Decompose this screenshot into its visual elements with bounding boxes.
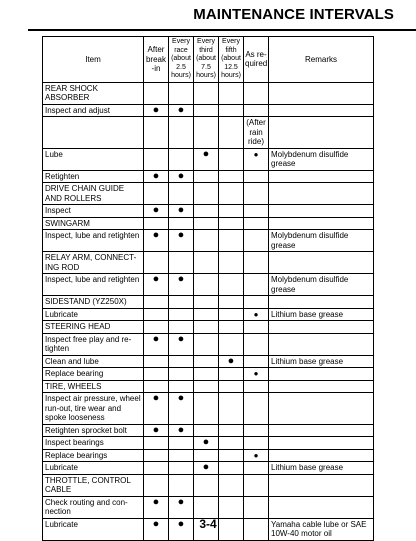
interval-cell-every-race: [169, 368, 194, 381]
as-required-cell: [244, 205, 269, 218]
empty-cell: [194, 252, 219, 274]
item-label: Inspect and adjust: [43, 104, 144, 117]
table-row: [43, 424, 374, 437]
maintenance-intervals-table: [42, 36, 374, 541]
section-header-row: [43, 82, 374, 104]
empty-cell: [144, 82, 169, 104]
interval-dot-after-break: ●: [144, 170, 169, 183]
interval-cell-after-break: [144, 462, 169, 475]
as-required-cell: ●: [244, 308, 269, 321]
empty-cell: [244, 474, 269, 496]
section-title: STEERING HEAD: [43, 321, 144, 334]
interval-dot-every-race: ●: [169, 424, 194, 437]
empty-cell: [169, 296, 194, 309]
empty-cell: [244, 252, 269, 274]
empty-cell: [169, 217, 194, 230]
empty-cell: [244, 321, 269, 334]
column-header-remarks: Remarks: [269, 37, 374, 83]
table-body: [43, 82, 374, 540]
empty-cell: [219, 82, 244, 104]
empty-cell: [244, 380, 269, 393]
empty-cell: [169, 474, 194, 496]
empty-cell: [194, 217, 219, 230]
empty-cell: [269, 380, 374, 393]
interval-dot-every-race: ●: [169, 518, 194, 540]
empty-cell: [194, 321, 219, 334]
empty-cell: [219, 183, 244, 205]
empty-cell: [169, 380, 194, 393]
empty-cell: [269, 82, 374, 104]
item-label: Inspect free play and re-tighten: [43, 333, 144, 355]
section-title: REAR SHOCK ABSORBER: [43, 82, 144, 104]
empty-cell: [144, 183, 169, 205]
item-label: Retighten: [43, 170, 144, 183]
interval-cell-every-third: [194, 205, 219, 218]
as-required-cell: [244, 230, 269, 252]
column-header-every-third: Every third (about 7.5 hours): [194, 37, 219, 83]
item-label: Replace bearing: [43, 368, 144, 381]
interval-cell-every-fifth: [219, 449, 244, 462]
interval-cell-every-third: [194, 230, 219, 252]
table-row: [43, 104, 374, 117]
interval-cell-every-third: [194, 393, 219, 425]
item-label: Clean and lube: [43, 355, 144, 368]
empty-cell: [194, 474, 219, 496]
empty-cell: [144, 380, 169, 393]
remark-text: Lithium base grease: [269, 462, 374, 475]
interval-dot-after-break: ●: [144, 333, 169, 355]
header-rule: [28, 29, 416, 31]
interval-cell-every-race: [169, 462, 194, 475]
empty-cell: [169, 252, 194, 274]
column-header-as-required: As re-quired: [244, 37, 269, 83]
interval-cell-every-third: [194, 449, 219, 462]
remark-text: Lithium base grease: [269, 355, 374, 368]
remark-text: [269, 368, 374, 381]
remark-text: Molybdenum disulfide grease: [269, 230, 374, 252]
remark-text: Molybdenum disulfide grease: [269, 148, 374, 170]
empty-cell: [244, 82, 269, 104]
empty-cell: [194, 82, 219, 104]
as-required-cell: [244, 170, 269, 183]
empty-cell: [269, 474, 374, 496]
empty-cell: [219, 296, 244, 309]
empty-cell: [144, 217, 169, 230]
interval-cell-every-fifth: [219, 230, 244, 252]
empty-cell: [219, 217, 244, 230]
empty-cell: [194, 296, 219, 309]
interval-dot-every-third: ●: [194, 148, 219, 170]
remark-text: [269, 424, 374, 437]
interval-dot-every-race: ●: [169, 393, 194, 425]
remark-text: [269, 393, 374, 425]
interval-cell-every-fifth: [219, 104, 244, 117]
item-label: Inspect, lube and retighten: [43, 274, 144, 296]
empty-cell: [244, 296, 269, 309]
item-label: Lube: [43, 148, 144, 170]
section-header-row: [43, 474, 374, 496]
interval-cell-every-race: [169, 117, 194, 149]
item-label: Retighten sprocket bolt: [43, 424, 144, 437]
interval-cell-every-third: [194, 308, 219, 321]
item-label: Inspect bearings: [43, 437, 144, 450]
page-title: MAINTENANCE INTERVALS: [193, 6, 394, 23]
empty-cell: [219, 474, 244, 496]
table-row: [43, 230, 374, 252]
interval-cell-every-fifth: [219, 274, 244, 296]
interval-cell-every-third: [194, 333, 219, 355]
interval-dot-every-third: ●: [194, 462, 219, 475]
interval-cell-every-fifth: [219, 424, 244, 437]
as-required-cell: [244, 424, 269, 437]
table-row: [43, 170, 374, 183]
interval-cell-after-break: [144, 117, 169, 149]
empty-cell: [194, 183, 219, 205]
interval-cell-after-break: [144, 148, 169, 170]
interval-cell-every-race: [169, 449, 194, 462]
interval-cell-every-third: [194, 170, 219, 183]
interval-dot-every-race: ●: [169, 230, 194, 252]
as-required-cell: [244, 274, 269, 296]
interval-cell-every-fifth: [219, 117, 244, 149]
empty-cell: [269, 321, 374, 334]
interval-dot-after-break: ●: [144, 496, 169, 518]
interval-cell-every-third: [194, 368, 219, 381]
column-header-item: Item: [43, 37, 144, 83]
section-header-row: [43, 380, 374, 393]
interval-dot-every-race: ●: [169, 205, 194, 218]
table-row: [43, 449, 374, 462]
interval-dot-after-break: ●: [144, 274, 169, 296]
table-row: [43, 205, 374, 218]
as-required-cell: [244, 333, 269, 355]
remark-text: Yamaha cable lube or SAE 10W-40 motor oil: [269, 518, 374, 540]
remark-text: [269, 333, 374, 355]
interval-dot-every-race: ●: [169, 496, 194, 518]
table-row: [43, 117, 374, 149]
section-header-row: [43, 321, 374, 334]
empty-cell: [269, 252, 374, 274]
interval-cell-every-third: [194, 355, 219, 368]
empty-cell: [144, 296, 169, 309]
interval-dot-after-break: ●: [144, 205, 169, 218]
table-row: [43, 274, 374, 296]
item-label: Inspect, lube and retighten: [43, 230, 144, 252]
interval-cell-every-fifth: [219, 333, 244, 355]
section-header-row: [43, 252, 374, 274]
interval-cell-after-break: [144, 368, 169, 381]
as-required-cell: ●: [244, 449, 269, 462]
as-required-cell: [244, 355, 269, 368]
interval-cell-every-fifth: [219, 437, 244, 450]
table-row: [43, 333, 374, 355]
item-label: Lubricate: [43, 518, 144, 540]
interval-dot-after-break: ●: [144, 104, 169, 117]
empty-cell: [269, 183, 374, 205]
interval-cell-after-break: [144, 355, 169, 368]
interval-cell-every-race: [169, 355, 194, 368]
interval-cell-every-third: [194, 496, 219, 518]
item-label: Lubricate: [43, 308, 144, 321]
section-title: SIDESTAND (YZ250X): [43, 296, 144, 309]
interval-dot-after-break: ●: [144, 518, 169, 540]
column-header-every-fifth: Every fifth (about 12.5 hours): [219, 37, 244, 83]
section-header-row: [43, 296, 374, 309]
section-title: DRIVE CHAIN GUIDE AND ROLLERS: [43, 183, 144, 205]
interval-cell-after-break: [144, 308, 169, 321]
interval-dot-every-race: ●: [169, 104, 194, 117]
table-row: [43, 393, 374, 425]
empty-cell: [144, 474, 169, 496]
interval-cell-every-third: [194, 424, 219, 437]
remark-text: Lithium base grease: [269, 308, 374, 321]
interval-cell-every-third: [194, 274, 219, 296]
empty-cell: [219, 380, 244, 393]
remark-text: [269, 437, 374, 450]
item-label: Replace bearings: [43, 449, 144, 462]
empty-cell: [219, 252, 244, 274]
interval-cell-every-third: [194, 104, 219, 117]
item-label: Inspect air pressure, wheel run-out, tire wear and spoke looseness: [43, 393, 144, 425]
item-label: Check routing and con-nection: [43, 496, 144, 518]
section-header-row: [43, 183, 374, 205]
table-row: [43, 148, 374, 170]
remark-text: [269, 205, 374, 218]
section-title: SWINGARM: [43, 217, 144, 230]
interval-dot-after-break: ●: [144, 393, 169, 425]
interval-cell-every-fifth: [219, 368, 244, 381]
as-required-cell: (After rain ride): [244, 117, 269, 149]
interval-dot-every-race: ●: [169, 170, 194, 183]
interval-dot-after-break: ●: [144, 424, 169, 437]
interval-cell-every-fifth: [219, 496, 244, 518]
empty-cell: [269, 217, 374, 230]
table-row: [43, 437, 374, 450]
as-required-cell: [244, 437, 269, 450]
interval-dot-after-break: ●: [144, 230, 169, 252]
table-row: [43, 462, 374, 475]
remark-text: [269, 170, 374, 183]
empty-cell: [269, 296, 374, 309]
interval-cell-after-break: [144, 449, 169, 462]
as-required-cell: ●: [244, 148, 269, 170]
interval-cell-after-break: [144, 437, 169, 450]
remark-text: [269, 104, 374, 117]
table-row: [43, 308, 374, 321]
empty-cell: [219, 321, 244, 334]
empty-cell: [144, 252, 169, 274]
interval-cell-every-fifth: [219, 393, 244, 425]
section-title: TIRE, WHEELS: [43, 380, 144, 393]
empty-cell: [194, 380, 219, 393]
empty-cell: [244, 183, 269, 205]
interval-cell-every-fifth: [219, 170, 244, 183]
interval-dot-every-third: ●: [194, 437, 219, 450]
interval-cell-every-third: [194, 117, 219, 149]
as-required-cell: [244, 462, 269, 475]
interval-dot-every-fifth: ●: [219, 355, 244, 368]
interval-cell-every-fifth: [219, 462, 244, 475]
as-required-cell: [244, 393, 269, 425]
empty-cell: [244, 217, 269, 230]
interval-cell-every-race: [169, 437, 194, 450]
section-title: RELAY ARM, CONNECT-ING ROD: [43, 252, 144, 274]
column-header-after-break: After break -in: [144, 37, 169, 83]
empty-cell: [144, 321, 169, 334]
table-header-row: [43, 37, 374, 83]
table-row: [43, 355, 374, 368]
interval-cell-every-fifth: [219, 148, 244, 170]
table-row: [43, 368, 374, 381]
interval-cell-every-fifth: [219, 205, 244, 218]
empty-cell: [169, 321, 194, 334]
remark-text: [269, 117, 374, 149]
section-title: THROTTLE, CONTROL CABLE: [43, 474, 144, 496]
remark-text: [269, 449, 374, 462]
remark-text: Molybdenum disulfide grease: [269, 274, 374, 296]
empty-cell: [169, 183, 194, 205]
as-required-cell: [244, 496, 269, 518]
item-label: Inspect: [43, 205, 144, 218]
as-required-cell: ●: [244, 368, 269, 381]
as-required-cell: [244, 104, 269, 117]
table-row: [43, 496, 374, 518]
item-label: [43, 117, 144, 149]
interval-cell-every-race: [169, 308, 194, 321]
interval-cell-every-race: [169, 148, 194, 170]
section-header-row: [43, 217, 374, 230]
interval-dot-every-race: ●: [169, 274, 194, 296]
interval-cell-every-fifth: [219, 308, 244, 321]
item-label: Lubricate: [43, 462, 144, 475]
column-header-every-race: Every race (about 2.5 hours): [169, 37, 194, 83]
empty-cell: [169, 82, 194, 104]
page-number: 3-4: [199, 517, 217, 531]
interval-dot-every-race: ●: [169, 333, 194, 355]
remark-text: [269, 496, 374, 518]
